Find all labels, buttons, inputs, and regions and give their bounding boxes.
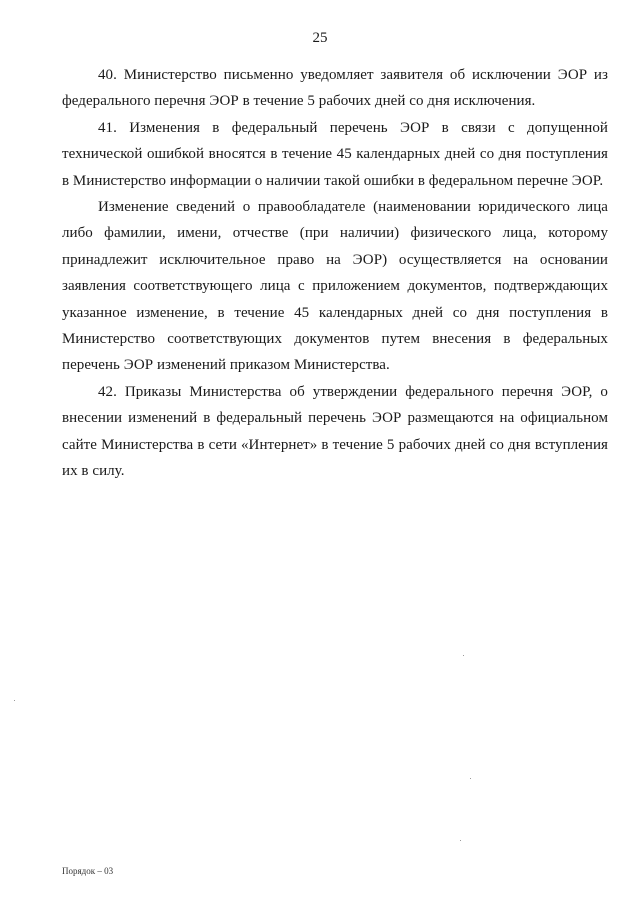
scan-speck	[463, 655, 464, 656]
page-number: 25	[312, 30, 328, 46]
paragraph-41: 41. Изменения в федеральный перечень ЭОР в связи с допущенной технической ошибкой вносятся в течение 45 календарных дней со дня поступления в Министерство информации о наличии такой ошибки в федеральном перечне ЭОР.	[62, 119, 608, 189]
paragraph-rightholder-change: Изменение сведений о правообладателе (наименовании юридического лица либо фамилии, имени, отчестве (при наличии) физического лица, которому принадлежит исключительное право на ЭОР) осуществляется на основании заявления соответствующего лица с приложением документов, подтверждающих указанное изменение, в течение 45 календарных дней со дня поступления в Министерство соответствующих документов путем внесения в федеральных перечень ЭОР изменений приказом Министерства.	[62, 199, 608, 374]
footer-document-code: Порядок – 03	[62, 866, 114, 876]
document-body	[62, 62, 608, 485]
paragraph-42: 42. Приказы Министерства об утверждении федерального перечня ЭОР, о внесении изменений в федеральный перечень ЭОР размещаются на официальном сайте Министерства в сети «Интернет» в течение 5 рабочих дней со дня вступления их в силу.	[62, 383, 608, 480]
scan-speck	[14, 700, 15, 701]
scan-speck	[470, 778, 471, 779]
scan-speck	[460, 840, 461, 841]
paragraph-40: 40. Министерство письменно уведомляет заявителя об исключении ЭОР из федерального перечня ЭОР в течение 5 рабочих дней со дня исключения.	[62, 67, 608, 110]
